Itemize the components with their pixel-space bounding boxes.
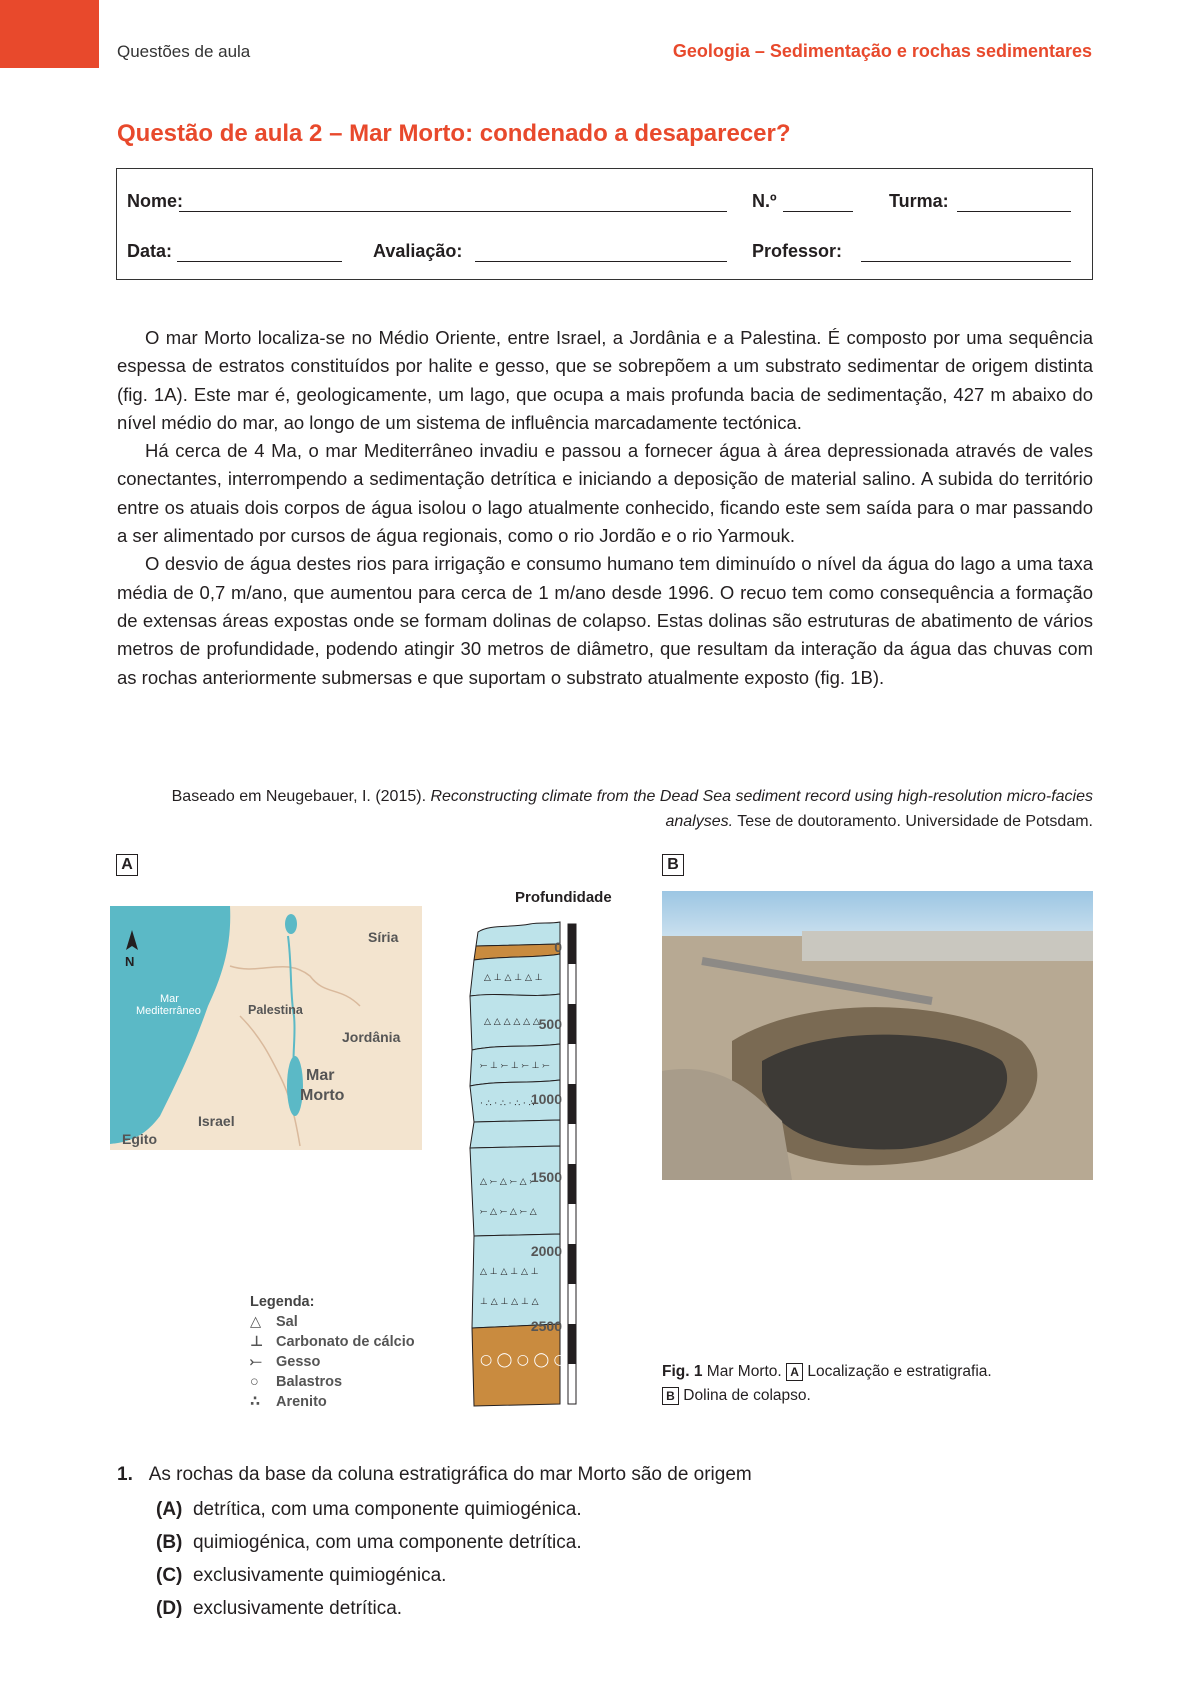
citation-prefix: Baseado em Neugebauer, I. (2015).: [171, 788, 431, 805]
figure-caption: Fig. 1 Mar Morto. A Localização e estratigrafia. B Dolina de colapso.: [662, 1363, 992, 1404]
dead-sea-shape: [287, 1056, 303, 1116]
legend-item-sal: △ Sal: [250, 1314, 298, 1330]
class-label: Turma:: [889, 191, 949, 211]
depth-tick-0: 0: [554, 939, 562, 955]
paragraph-1: O mar Morto localiza-se no Médio Oriente, entre Israel, a Jordânia e a Palestina. É composto por uma sequência espessa de estratos constituídos por halite e gesso, que se sobrepõem a um substrato sedimentar de origem distinta (fig. 1A). Este mar é, geologicamente, um lago, que ocupa a mais profunda bacia de sedimentação, 427 m abaixo do nível médio do mar, ao longo de um sistema de influência marcadamente tectónica.: [117, 327, 1093, 433]
sandstone-icon: ∴: [250, 1394, 261, 1410]
label-mediterraneo-2: Mediterrâneo: [136, 1005, 201, 1017]
label-mar-morto-1: Mar: [306, 1067, 335, 1084]
legend-item-balastros: ○ Balastros: [250, 1374, 343, 1390]
name-label: Nome:: [127, 191, 184, 211]
gypsum-symbols: ⤚ ⊥ ⤚ ⊥ ⤚ ⊥ ⤚: [480, 1061, 550, 1071]
label-mar-morto-2: Morto: [300, 1087, 345, 1104]
scale-segment: [568, 1324, 576, 1364]
caption-box-b: B: [662, 1387, 679, 1405]
salt-symbols: ⤚ △ ⤚ △ ⤚ △: [480, 1207, 537, 1217]
label-jordania: Jordânia: [342, 1029, 401, 1045]
gravel-symbols: ○ ◯ ○ ◯ ○: [480, 1352, 566, 1368]
label-siria: Síria: [368, 929, 399, 945]
number-label: N.º: [752, 191, 777, 211]
salt-symbols: △ △ △ △ △ △: [484, 1017, 540, 1027]
layer-top: [476, 922, 560, 946]
option-a[interactable]: (A) detrítica, com uma componente quimiogénica.: [156, 1499, 582, 1520]
legend-item-carbonato: ⊥ Carbonato de cálcio: [250, 1334, 415, 1350]
scale-segment: [568, 1004, 576, 1044]
number-field[interactable]: [783, 211, 853, 212]
body-text: [117, 324, 1093, 692]
salt-symbols: △ ⊥ △ ⊥ △ ⊥: [484, 973, 543, 983]
depth-tick-2000: 2000: [530, 1243, 562, 1259]
page-title: Questão de aula 2 – Mar Morto: condenado a desaparecer?: [117, 120, 791, 147]
sea-of-galilee: [285, 914, 297, 934]
depth-tick-500: 500: [538, 1016, 562, 1032]
location-map: [110, 906, 422, 1150]
label-egito: Egito: [122, 1131, 157, 1147]
question-1: [117, 1464, 752, 1486]
salt-symbols: △ ⤚ △ ⤚ △ ⤚: [480, 1177, 537, 1187]
legend-item-gesso: ⤚ Gesso: [250, 1354, 321, 1370]
name-field[interactable]: [179, 211, 727, 212]
layer-dotted-2: [470, 1120, 560, 1148]
option-d[interactable]: (D) exclusivamente detrítica.: [156, 1598, 403, 1619]
scale-segment: [568, 924, 576, 964]
label-mediterraneo-1: Mar: [160, 993, 179, 1005]
sand-symbols: · ∴ · ∴ · ∴ · ∴: [480, 1099, 535, 1109]
source-citation: [113, 784, 1093, 834]
citation-suffix: Tese de doutoramento. Universidade de Potsdam.: [733, 813, 1093, 830]
question-number: 1.: [117, 1464, 133, 1485]
question-stem: As rochas da base da coluna estratigráfica do mar Morto são de origem: [148, 1464, 752, 1485]
photo-wall: [802, 931, 1093, 961]
header-section-label: Questões de aula: [117, 42, 251, 61]
depth-tick-2500: 2500: [530, 1318, 562, 1334]
depth-tick-1500: 1500: [530, 1169, 562, 1185]
label-israel: Israel: [198, 1113, 235, 1129]
salt-symbols: △ ⊥ △ ⊥ △ ⊥: [480, 1267, 539, 1277]
teacher-field[interactable]: [861, 261, 1071, 262]
scale-segment: [568, 1084, 576, 1124]
citation-title: Reconstructing climate from the Dead Sea sediment record using high-resolution micro-facies analyses.: [430, 788, 1093, 830]
carbonate-icon: ⊥: [250, 1334, 264, 1350]
scale-segment: [568, 1244, 576, 1284]
teacher-label: Professor:: [752, 241, 843, 261]
gravel-icon: ○: [250, 1374, 259, 1390]
header-subject: Geologia – Sedimentação e rochas sedimentares: [672, 41, 1092, 61]
date-field[interactable]: [177, 261, 342, 262]
student-info-box: [116, 168, 1093, 280]
salt-symbols: ⊥ △ ⊥ △ ⊥ △: [480, 1297, 539, 1307]
legend-item-arenito: ∴ Arenito: [250, 1394, 327, 1410]
gypsum-icon: ⤚: [250, 1354, 262, 1370]
caption-fig: Fig. 1: [662, 1363, 703, 1380]
grade-label: Avaliação:: [373, 241, 463, 261]
option-b[interactable]: (B) quimiogénica, com uma componente detrítica.: [156, 1532, 582, 1553]
label-palestina: Palestina: [248, 1003, 303, 1017]
grade-field[interactable]: [475, 261, 727, 262]
sinkhole-photo: [662, 891, 1093, 1180]
header-accent-tab: [0, 0, 99, 68]
figure-a-label: A: [116, 854, 138, 876]
paragraph-2: Há cerca de 4 Ma, o mar Mediterrâneo invadiu e passou a fornecer água à área depressionada através de vales conectantes, interrompendo a sedimentação detrítica e iniciando a deposição de material salino. A subida do território entre os atuais dois corpos de água isolou o lago atualmente conhecido, ficando este sem saída para o mar passando a ser alimentado por cursos de água regionais, como o rio Jordão e o rio Yarmouk.: [117, 440, 1093, 547]
date-label: Data:: [127, 241, 173, 261]
option-c[interactable]: (C) exclusivamente quimiogénica.: [156, 1565, 447, 1586]
paragraph-3: O desvio de água destes rios para irrigação e consumo humano tem diminuído o nível da água do lago a uma taxa média de 0,7 m/ano, que aumentou para cerca de 1 m/ano desde 1996. O recuo tem como consequência a formação de extensas áreas expostas onde se formam dolinas de colapso. Estas dolinas são estruturas de abatimento de vários metros de profundidade, podendo atingir 30 metros de diâmetro, que resultam da interação da água das chuvas com as rochas anteriormente submersas e que suportam o substrato atualmente exposto (fig. 1B).: [117, 553, 1093, 688]
legend: [250, 1292, 415, 1412]
column-title: Profundidade: [515, 889, 612, 906]
depth-tick-1000: 1000: [530, 1091, 562, 1107]
legend-title: Legenda:: [250, 1294, 315, 1310]
layer-salt-3: [470, 1146, 560, 1236]
salt-icon: △: [250, 1314, 262, 1330]
scale-segment: [568, 1164, 576, 1204]
class-field[interactable]: [957, 211, 1071, 212]
north-label: N: [125, 954, 135, 969]
caption-box-a: A: [786, 1363, 803, 1381]
stratigraphic-column: [460, 884, 640, 1414]
figure-b-label: B: [662, 854, 684, 876]
